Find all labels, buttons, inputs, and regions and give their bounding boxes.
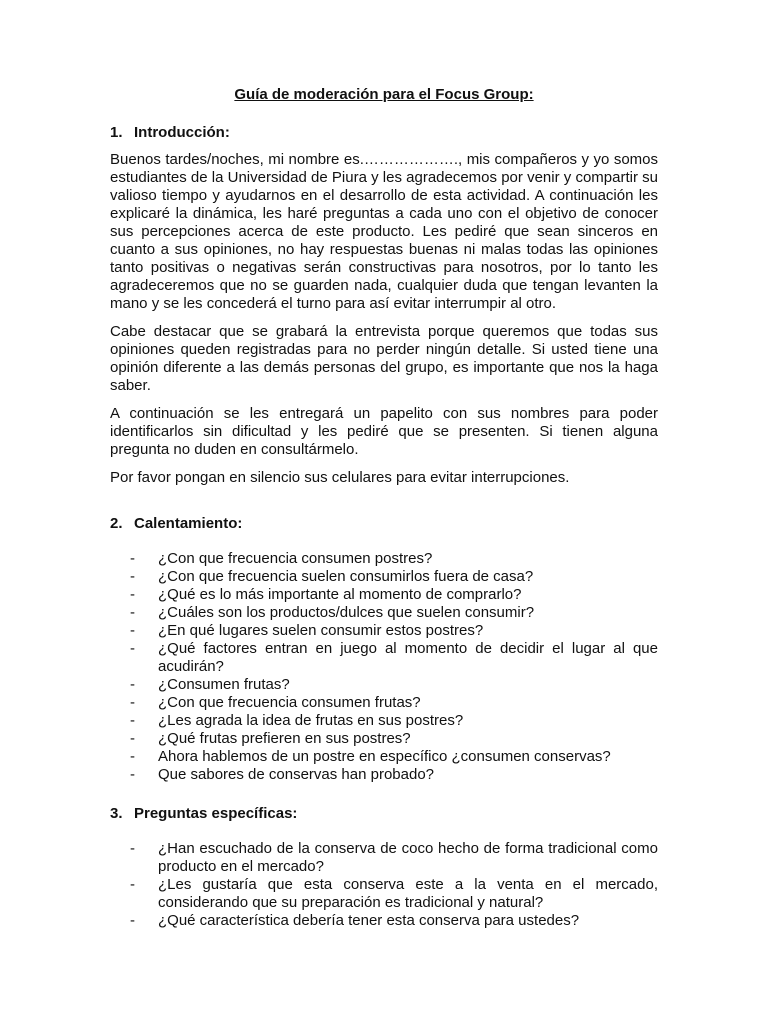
preguntas-especificas-list — [110, 840, 658, 930]
list-item: - ¿Les gustaría que esta conserva este a la venta en el mercado, considerando que su preparación es tradicional y natural? — [130, 876, 658, 911]
intro-paragraph-4: Por favor pongan en silencio sus celulares para evitar interrupciones. — [110, 469, 570, 486]
list-item: - ¿Qué frutas prefieren en sus postres? — [130, 730, 411, 747]
calentamiento-question-list — [110, 550, 658, 784]
section-heading-introduccion — [110, 124, 230, 142]
list-item: - ¿Les agrada la idea de frutas en sus postres? — [130, 712, 464, 729]
section-number: 1. — [110, 124, 123, 141]
list-item: - ¿Con que frecuencia consumen postres? — [130, 550, 433, 567]
document-title: Guía de moderación para el Focus Group: — [234, 86, 534, 103]
section-heading-calentamiento — [110, 515, 242, 533]
section-title: Introducción: — [134, 124, 230, 141]
list-item: - ¿Con que frecuencia suelen consumirlos fuera de casa? — [130, 568, 534, 585]
intro-paragraph-3: A continuación se les entregará un papelito con sus nombres para poder identificarlos sin dificultad y les pediré que se presenten. Si tienen alguna pregunta no duden en consultármelo. — [110, 405, 658, 458]
section-title: Preguntas específicas: — [134, 805, 298, 822]
list-item: - ¿En qué lugares suelen consumir estos postres? — [130, 622, 484, 639]
list-item: - ¿Qué característica debería tener esta conserva para ustedes? — [130, 912, 580, 929]
list-item: - Ahora hablemos de un postre en específico ¿consumen conservas? — [130, 748, 611, 765]
section-title: Calentamiento: — [134, 515, 243, 532]
list-item: - ¿Qué es lo más importante al momento de comprarlo? — [130, 586, 522, 603]
list-item: - ¿Qué factores entran en juego al momento de decidir el lugar al que acudirán? — [130, 640, 658, 675]
list-item: - ¿Cuáles son los productos/dulces que suelen consumir? — [130, 604, 535, 621]
intro-paragraph-2: Cabe destacar que se grabará la entrevista porque queremos que todas sus opiniones queden registradas para no perder ningún detalle. Si usted tiene una opinión diferente a las demás personas del grupo, es importante que nos la haga saber. — [110, 323, 658, 394]
section-number: 2. — [110, 515, 123, 532]
list-item: - Que sabores de conservas han probado? — [130, 766, 435, 783]
section-number: 3. — [110, 805, 123, 822]
intro-paragraph-1: Buenos tardes/noches, mi nombre es.………………., mis compañeros y yo somos estudiantes de la Universidad de Piura y les agradecemos por venir y compartir su valioso tiempo y ayudarnos en el desarrollo de esta actividad. A continuación les explicaré la dinámica, les haré preguntas a cada uno con el objetivo de conocer sus percepciones acerca de este producto. Les pediré que sean sinceros en cuanto a sus opiniones, no hay respuestas buenas ni malas todas las opiniones tanto positivas o negativas serán constructivas para nosotros, por lo tanto les agradeceremos que no se guarden nada, cualquier duda que tengan levanten la mano y se les concederá el turno para así evitar interrumpir al otro. — [110, 151, 658, 312]
list-item: - ¿Con que frecuencia consumen frutas? — [130, 694, 421, 711]
list-item: - ¿Consumen frutas? — [130, 676, 290, 693]
section-heading-preguntas-especificas — [110, 805, 297, 823]
list-item: - ¿Han escuchado de la conserva de coco hecho de forma tradicional como producto en el mercado? — [130, 840, 658, 875]
